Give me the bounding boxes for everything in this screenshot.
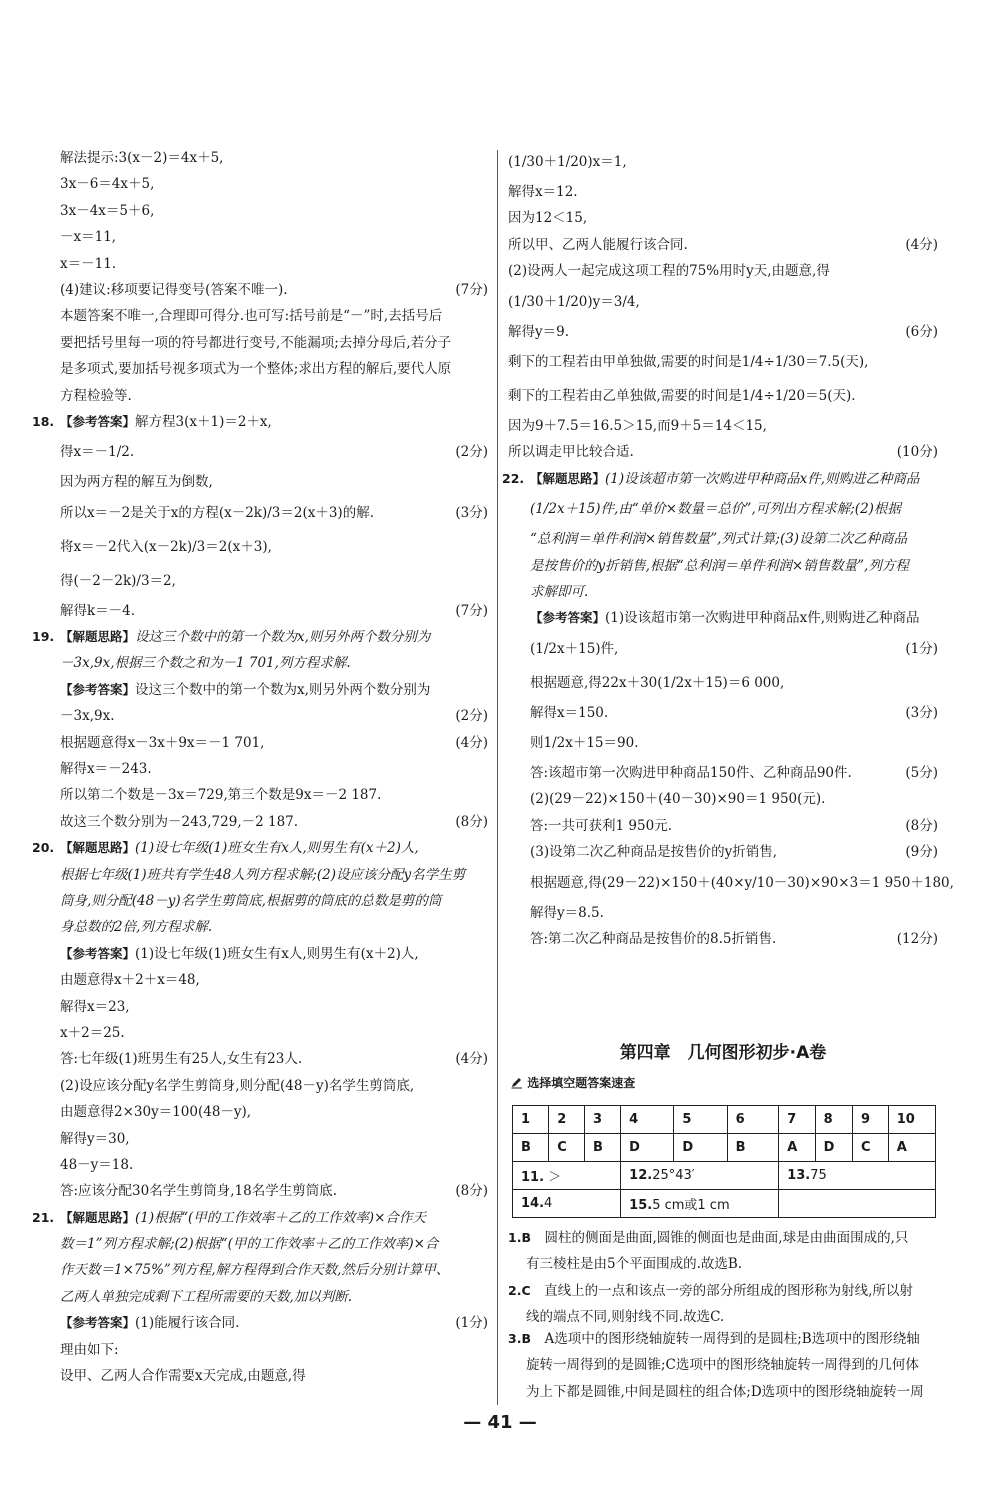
score: (5分) [905,765,938,782]
score: (4分) [455,734,488,751]
left-column [32,145,488,1389]
think-text: (1)设该超市第一次购进甲种商品x件,则购进乙种商品 [605,470,920,487]
score: (3分) [455,504,488,521]
text-line: 本题答案不唯一,合理即可得分.也可写:括号前是“－”时,去括号后 [60,308,443,325]
answer-tag: 【参考答案】 [60,681,136,697]
table-row [513,1162,936,1190]
q21-header [32,1205,488,1231]
text-line: －3x,9x,根据三个数之和为－1 701,列方程求解. [60,655,351,672]
q22-line: 答:第二次乙种商品是按售价的8.5折销售. [530,931,777,948]
text-line: (1/30＋1/20)x＝1, [508,154,627,170]
q22-line: 答:该超市第一次购进甲种商品150件、乙种商品90件. [530,765,852,782]
text-line: 是多项式,要加括号视多项式为一个整体;求出方程的解后,要代人原 [60,361,452,378]
table-cell: 7 [779,1106,815,1134]
score: (8分) [455,813,488,830]
text-line: 设甲、乙两人合作需要x天完成,由题意,得 [60,1368,306,1385]
question-number: 18. [32,413,55,429]
text-line: 因为两方程的解互为倒数, [60,474,213,491]
q22-line: (1/2x＋15)件, [530,640,619,657]
q18-line: 得x＝－1/2. [60,444,135,461]
table-cell [621,1190,779,1218]
mc-explanation-1 [508,1225,938,1278]
text-line [530,760,938,786]
text-line: 3x－4x＝5＋6, [60,202,155,219]
column-divider [497,150,498,1405]
text-line [60,730,488,756]
q21-line: 所以甲、乙两人能履行该合同. [508,236,688,253]
text-line [508,1278,938,1304]
text-line: 要把括号里每一项的符号都进行变号,不能漏项;去掉分母后,若分子 [60,334,452,351]
text-line: 则1/2x＋15＝90. [530,735,639,752]
text-line: 根据题意,得(29－22)×150＋(40×y/10－30)×90×3＝1 950＋180, [530,874,954,891]
think-tag: 【解题思路】 [530,470,606,486]
table-cell: 8 [815,1106,852,1134]
text-line [60,809,488,835]
q22-line: 解得x＝150. [530,704,609,721]
score: (9分) [905,844,938,861]
text-line: 所以第二个数是－3x＝729,第三个数是9x＝－2 187. [60,787,382,804]
q18-text: 解方程3(x＋1)＝2＋x, [135,413,272,430]
text-line [60,1178,488,1204]
text-line: 理由如下: [60,1341,119,1358]
fill-value: 25°43′ [652,1168,695,1183]
table-cell: 2 [549,1106,585,1134]
think-tag: 【解题思路】 [60,1209,136,1225]
text-line: 得(－2－2k)/3＝2, [60,572,176,589]
text-line: 由题意得2×30y＝100(48－y), [60,1104,252,1121]
table-cell: 10 [888,1106,935,1134]
answer-tag: 【参考答案】 [60,945,136,961]
mc-answer: B [521,1230,531,1245]
score: (2分) [455,708,488,725]
text-line: 由题意得x＋2＋x＝48, [60,972,200,989]
text-line: 解法提示:3(x－2)＝4x＋5, [60,150,224,166]
text-line: “总利润＝单件利润×销售数量”,列式计算;(3)设第二次乙种商品 [530,531,908,548]
question-number: 2. [508,1283,522,1298]
q19-line: 故这三个数分别为－243,729,－2 187. [60,813,299,830]
page-number: — 41 — [463,1412,537,1433]
score: (4分) [905,236,938,253]
table-cell [513,1162,621,1190]
text-line [60,677,488,703]
text-line [530,926,938,952]
score: (10分) [896,444,938,461]
text-line: 解得x＝－243. [60,761,152,778]
table-cell [513,1190,621,1218]
q18-line: 解得k＝－4. [60,602,136,619]
mc-answer: C [521,1283,531,1298]
table-row [513,1106,936,1134]
text-line [508,232,938,258]
think-text: (1)根据“(甲的工作效率＋乙的工作效率)×合作天 [135,1209,426,1226]
text-line: 解得x＝12. [508,184,578,200]
text-line: 求解即可. [530,583,589,600]
fill-label: 15. [629,1198,653,1213]
q20-header [32,835,488,861]
table-cell: B [584,1134,620,1162]
score: (2分) [455,444,488,461]
q20-line: 答:应该分配30名学生剪筒身,18名学生剪筒底. [60,1183,337,1200]
question-number: 20. [32,840,55,856]
text-line: 方程检验等. [60,387,132,404]
text-line: 筒身,则分配(48－y)名学生剪筒底,根据剪的筒底的总数是剪的筒 [60,892,442,909]
think-text: (1)设七年级(1)班女生有x人,则男生有(x＋2)人, [135,840,419,857]
q19-line: 设这三个数中的第一个数为x,则另外两个数分别为 [135,681,431,698]
text-line: 旋转一周得到的是圆锥;C选项中的图形绕轴旋转一周得到的几何体 [526,1357,919,1374]
q22-line: (3)设第二次乙种商品是按售价的y折销售, [530,844,778,861]
text-line [60,703,488,729]
q20-line: 答:七年级(1)班男生有25人,女生有23人. [60,1051,303,1068]
score: (1分) [455,1315,488,1332]
table-cell: A [779,1134,815,1162]
table-row [513,1134,936,1162]
text-line: (2)设两人一起完成这项工程的75%用时y天,由题意,得 [508,263,830,280]
text-line: 数＝1”列方程求解;(2)根据“(甲的工作效率＋乙的工作效率)×合 [60,1236,439,1253]
answer-tag: 【参考答案】 [530,610,606,626]
q19-line: －3x,9x. [60,708,115,725]
table-cell: D [674,1134,727,1162]
text-line: －x＝11, [60,229,117,246]
fill-value: 75 [810,1168,827,1183]
text-line [530,700,938,726]
text-line [60,496,488,530]
score: (8分) [905,817,938,834]
text-line: 因为12＜15, [508,210,588,227]
quick-check-title: 选择填空题答案速查 [527,1076,636,1090]
text-line: (1/2x＋15)件,由“单价×数量＝总价”,可列出方程求解;(2)根据 [530,501,901,518]
text-line: 有三棱柱是由5个平面围成的.故选B. [526,1256,743,1273]
text-line: 是按售价的y折销售,根据“总利润＝单件利润×销售数量”,列方程 [530,557,909,574]
table-cell: C [549,1134,585,1162]
table-row [513,1190,936,1218]
text-line: 线的端点不同,则射线不同.故选C. [526,1309,725,1326]
mc-answer: B [521,1331,531,1346]
table-cell: A [888,1134,935,1162]
quick-check-heading [510,1074,635,1091]
score: (6分) [905,323,938,340]
q22-line: 答:一共可获利1 950元. [530,817,672,834]
question-number: 21. [32,1209,55,1225]
question-number: 19. [32,629,55,645]
table-cell: C [853,1134,889,1162]
text-line: 根据题意,得22x＋30(1/2x＋15)＝6 000, [530,674,785,691]
text-line [530,605,938,631]
q21-line: 所以调走甲比较合适. [508,444,634,461]
text-line: (2)设应该分配y名学生剪筒身,则分配(48－y)名学生剪筒底, [60,1077,415,1094]
table-cell: 9 [853,1106,889,1134]
q17-suggestion: (4)建议:移项要记得变号(答案不唯一). [60,281,288,298]
table-cell: 3 [584,1106,620,1134]
answer-tag: 【参考答案】 [60,1315,136,1331]
mc-line: 圆柱的侧面是曲面,圆锥的侧面也是曲面,球是由曲面围成的,只 [544,1230,909,1246]
mc-line: A选项中的图形绕轴旋转一周得到的是圆柱;B选项中的图形绕轴 [544,1331,920,1347]
fill-label: 13. [787,1168,811,1183]
fill-label: 14. [521,1196,545,1211]
q18-header [32,409,488,435]
text-line: 将x＝－2代入(x－2k)/3＝2(x＋3), [60,538,272,555]
table-cell: 6 [727,1106,779,1134]
text-line [60,435,488,469]
fill-value: 5 cm或1 cm [652,1198,730,1213]
score: (1分) [905,640,938,657]
text-line [60,941,488,967]
table-cell [779,1190,936,1218]
chapter-title: 第四章 几何图形初步·A卷 [619,1043,827,1063]
text-line: 解得y＝30, [60,1130,130,1147]
mc-explanation-2 [508,1278,938,1331]
score: (7分) [455,281,488,298]
text-line: 根据七年级(1)班共有学生48人列方程求解;(2)设应该分配y名学生剪 [60,866,466,883]
text-line [530,813,938,839]
table-cell: 4 [621,1106,674,1134]
question-number: 22. [502,470,525,486]
q21-line: (1)能履行该合同. [135,1315,240,1332]
score: (8分) [455,1183,488,1200]
text-line [508,319,938,345]
text-line: 剩下的工程若由甲单独做,需要的时间是1/4÷1/30＝7.5(天), [508,353,869,370]
question-number: 1. [508,1230,522,1245]
table-cell [621,1162,779,1190]
q18-line: 所以x＝－2是关于x的方程(x－2k)/3＝2(x＋3)的解. [60,504,374,521]
q19-header [32,624,488,650]
table-cell: B [727,1134,779,1162]
q22-line: (1)设该超市第一次购进甲种商品x件,则购进乙种商品 [605,610,920,627]
question-number: 3. [508,1331,522,1346]
text-line: x＋2＝25. [60,1024,125,1041]
text-line: 解得y＝8.5. [530,904,604,921]
fill-label: 11. [521,1170,545,1185]
answer-table [512,1105,936,1218]
text-line [60,277,488,303]
text-line: 身总数的2倍,列方程求解. [60,919,213,936]
text-line [60,1310,488,1336]
text-line [530,839,938,865]
score: (3分) [905,704,938,721]
text-line: (1/30＋1/20)y＝3/4, [508,293,640,310]
think-text: 设这三个数中的第一个数为x,则另外两个数分别为 [135,629,431,646]
think-tag: 【解题思路】 [60,840,136,856]
score: (12分) [896,931,938,948]
text-line: 48－y＝18. [60,1156,134,1173]
think-tag: 【解题思路】 [60,629,136,645]
table-cell: D [815,1134,852,1162]
mc-explanation-3 [508,1326,938,1405]
score: (7分) [455,602,488,619]
table-cell: 1 [513,1106,549,1134]
text-line: 乙两人单独完成剩下工程所需要的天数,加以判断. [60,1288,353,1305]
text-line: (2)(29－22)×150＋(40－30)×90＝1 950(元). [530,791,826,808]
fill-value: 4 [544,1196,553,1211]
text-line: 为上下都是圆锥,中间是圆柱的组合体;D选项中的图形绕轴旋转一周 [526,1383,924,1400]
q21-line: 解得y＝9. [508,323,570,340]
text-line [530,632,938,666]
text-line: 因为9＋7.5＝16.5＞15,而9＋5＝14＜15, [508,417,767,434]
right-column [502,145,954,952]
mc-line: 直线上的一点和该点一旁的部分所组成的图形称为射线,所以射 [544,1283,913,1299]
text-line: 解得x＝23, [60,998,130,1015]
table-cell: 5 [674,1106,727,1134]
text-line: x＝－11. [60,255,117,272]
score: (4分) [455,1051,488,1068]
text-line [60,1046,488,1072]
q19-line: 根据题意得x－3x＋9x＝－1 701, [60,734,265,751]
fill-value: ＞ [548,1170,562,1185]
q22-header [502,466,938,492]
table-cell: B [513,1134,549,1162]
text-line [60,598,488,624]
fill-label: 12. [629,1168,653,1183]
pencil-icon [510,1076,523,1089]
text-line [508,439,938,465]
table-cell: D [621,1134,674,1162]
answer-tag: 【参考答案】 [60,413,136,429]
text-line: 作天数＝1×75%”列方程,解方程得到合作天数,然后分别计算甲、 [60,1262,450,1279]
text-line [508,1326,938,1352]
text-line [508,1225,938,1251]
q20-line: (1)设七年级(1)班女生有x人,则男生有(x＋2)人, [135,945,419,962]
text-line: 3x－6＝4x＋5, [60,176,155,193]
table-cell [779,1162,936,1190]
text-line: 剩下的工程若由乙单独做,需要的时间是1/4÷1/20＝5(天). [508,387,856,404]
